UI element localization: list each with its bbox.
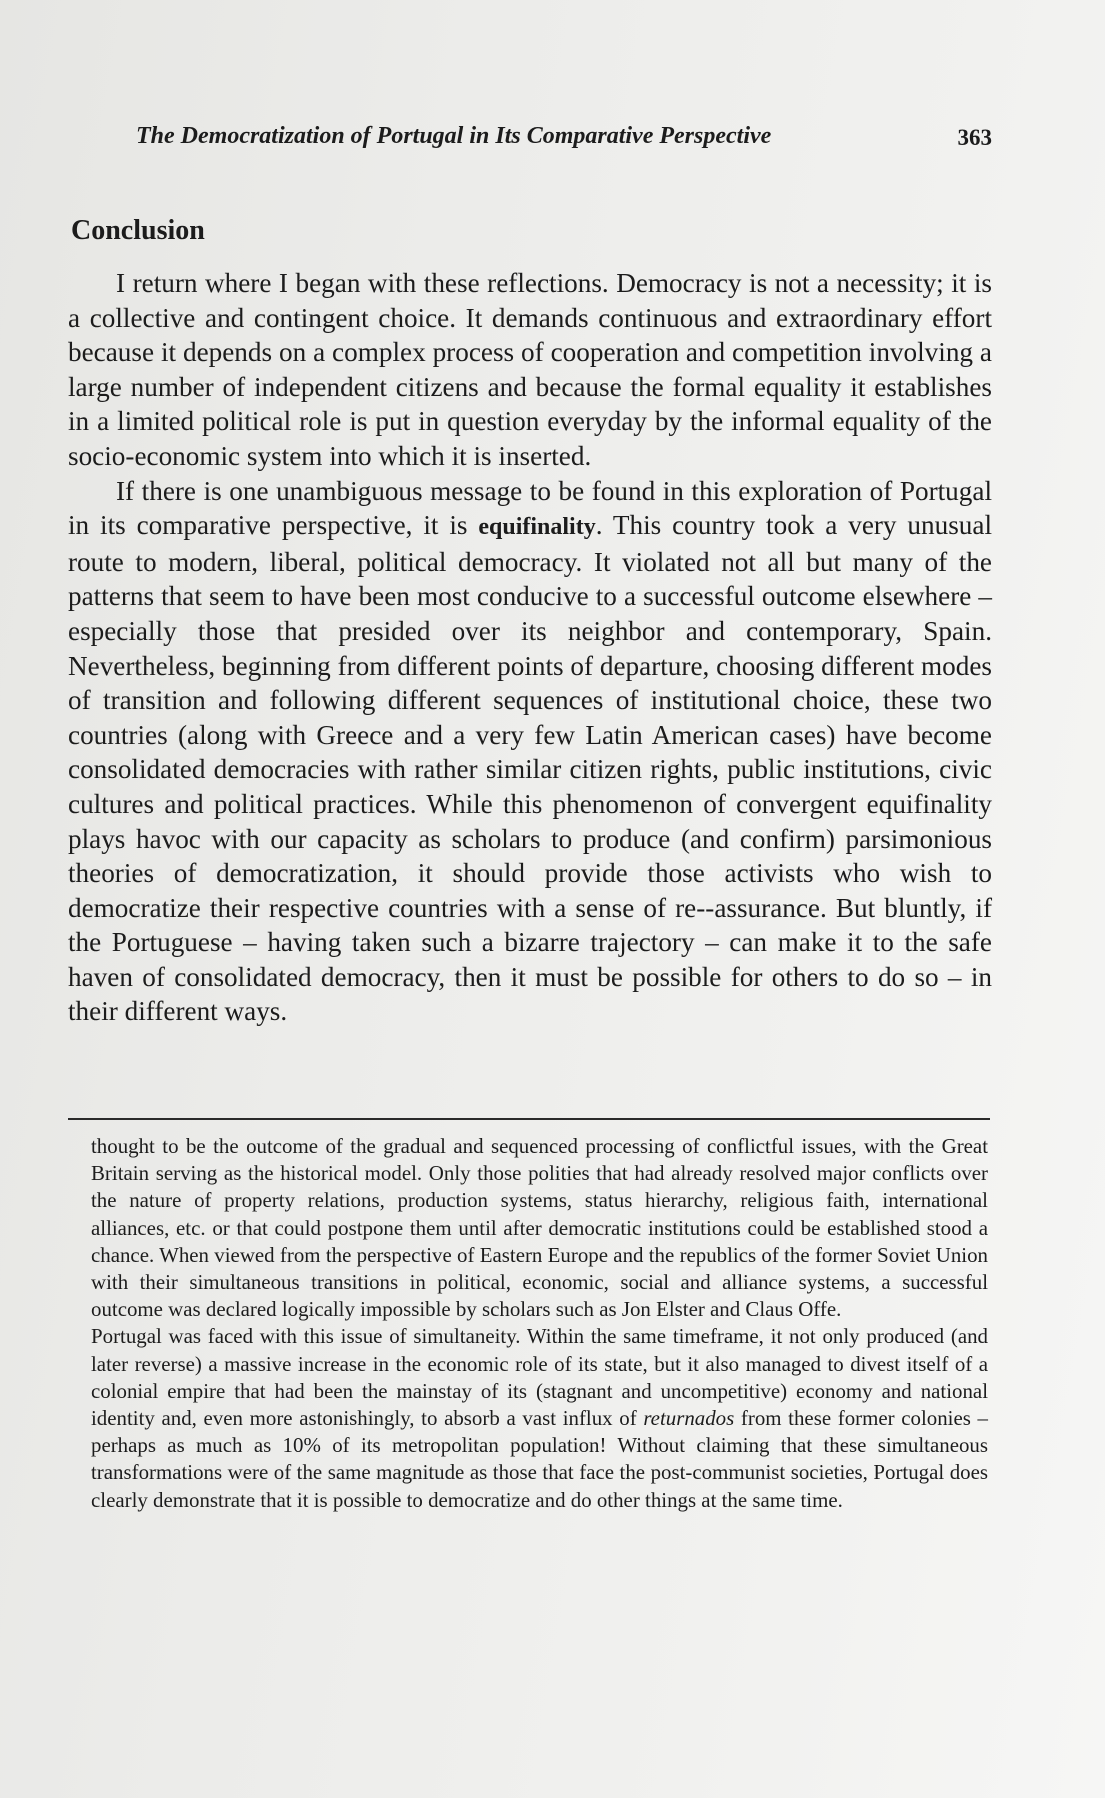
body-paragraph-2 — [68, 474, 992, 1030]
paragraph-2-text-start: If there is one unambiguous message to be found in this exploration of Portugal in its comparative perspective, it is — [68, 475, 992, 541]
footnote-text-end: from these former colonies – perhaps as much as 10% of its metropolitan population! Without claiming that these simultaneous transformations were of the same magnitude as those that face the post-communist societies, Portugal does clearly demonstrate that it is possible to democratize and do other things at the same time. — [91, 1406, 988, 1512]
key-term-equifinality: equifinality — [478, 514, 596, 541]
body-text — [68, 266, 992, 1029]
footnote-italic-term: returnados — [643, 1406, 735, 1431]
page-number: 363 — [957, 125, 992, 150]
section-heading: Conclusion — [71, 215, 205, 246]
footnote-paragraph — [91, 1323, 988, 1513]
footnote-text-start: Portugal was faced with this issue of simultaneity. Within the same timeframe, it not only produced (and later reverse) a massive increase in the economic role of its state, but it also managed to divest itself of a colonial empire that had been the mainstay of its (stagnant and uncompetitive) economy and national identity and, even more astonishingly, to absorb a vast influx of — [91, 1324, 988, 1431]
footnote-continuation: thought to be the outcome of the gradual and sequenced processing of conflictful issues, with the Great Britain serving as the historical model. Only those polities that had already resolved major conflicts over the nature of property relations, production systems, status hierarchy, religious faith, international alliances, etc. or that could postpone them until after democratic institutions could be established stood a chance. When viewed from the perspective of Eastern Europe and the republics of the former Soviet Union with their simultaneous transitions in political, economic, social and alliance systems, a successful outcome was declared logically impossible by scholars such as Jon Elster and Claus Offe. — [91, 1134, 988, 1322]
footnotes — [91, 1133, 988, 1514]
paragraph-2-text-end: . This country took a very unusual route to modern, liberal, political democracy. It violated not all but many of the patterns that seem to have been most conducive to a successful outcome elsewhere – especially those that presided over its neighbor and contemporary, Spain. Nevertheless, beginning from different points of departure, choosing different modes of transition and following different sequences of institutional choice, these two countries (along with Greece and a very few Latin American cases) have become consolidated democracies with rather similar citizen rights, public institutions, civic cultures and political practices. While this phenomenon of convergent equifinality plays havoc with our capacity as scholars to produce (and confirm) parsimonious theories of democratization, it should provide those activists who wish to democratize their respective countries with a sense of re--assurance. But bluntly, if the Portuguese – having taken such a bizarre trajectory – can make it to the safe haven of consolidated democracy, then it must be possible for others to do so – in their different ways. — [68, 510, 992, 1027]
running-title: The Democratization of Portugal in Its Comparative Perspective — [136, 123, 772, 149]
body-paragraph-1: I return where I began with these reflections. Democracy is not a necessity; it is a collective and contingent choice. It demands continuous and extraordinary effort because it depends on a complex process of cooperation and competition involving a large number of independent citizens and because the formal equality it establishes in a limited political role is put in question everyday by the informal equality of the socio-economic system into which it is inserted. — [68, 268, 992, 471]
footnote-separator — [68, 1118, 990, 1120]
